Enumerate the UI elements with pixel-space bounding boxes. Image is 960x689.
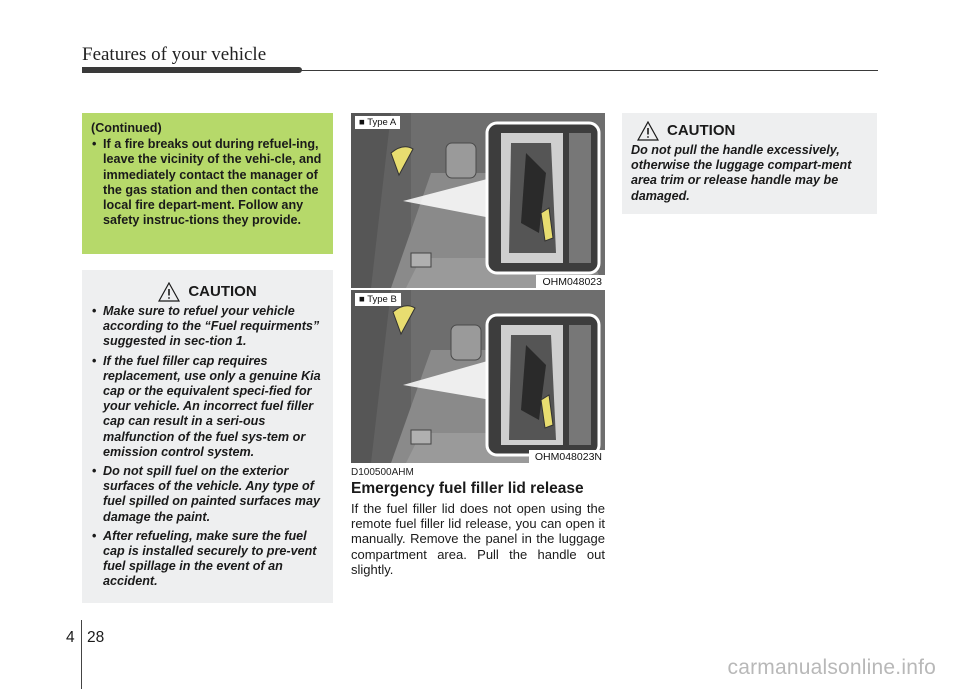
watermark: carmanualsonline.info: [727, 656, 936, 679]
caution-item: • Make sure to refuel your vehicle according to the “Fuel requirments” suggested in sec-tion 1.: [91, 304, 324, 350]
continued-label: (Continued): [91, 121, 162, 135]
figure-type-label: ■ Type B: [355, 293, 401, 306]
luggage-compartment-illustration: [351, 113, 605, 288]
warning-triangle-icon: [158, 282, 180, 302]
section-code: D100500AHM: [351, 467, 414, 478]
page-header-title: Features of your vehicle: [82, 44, 267, 65]
caution-label: CAUTION: [188, 283, 257, 301]
warning-triangle-icon: [637, 121, 659, 141]
luggage-compartment-illustration: [351, 290, 605, 463]
footer-divider: [81, 620, 82, 689]
caution-list-fuel: [91, 304, 324, 590]
figure-type-a: [351, 113, 605, 288]
caution-label: CAUTION: [667, 122, 736, 140]
page-number: 28: [87, 629, 105, 646]
caution-item: • If the fuel filler cap requires replacement, use only a genuine Kia cap or the equivalent speci-fied for your vehicle. An incorrect fuel filler cap can result in a seri-ous malfunction of the fuel sys-tem or emission control system.: [91, 354, 324, 460]
caution-item: • After refueling, make sure the fuel cap is installed securely to pre-vent fuel spillage in the event of an accident.: [91, 529, 324, 590]
header-rule-thick: [82, 67, 302, 73]
continued-warning-box: [82, 113, 333, 254]
figure-code: OHM048023N: [529, 450, 605, 463]
continued-bullet: • If a fire breaks out during refuel-ing, leave the vicinity of the vehi-cle, and immediately contact the manager of the gas station and then contact the local fire depart-ment. Follow any safety instruc-tions they provide.: [91, 137, 324, 228]
header-rule-thin: [300, 70, 878, 71]
caution-box-fuel: [82, 270, 333, 603]
chapter-number: 4: [66, 629, 75, 646]
figure-code: OHM048023: [536, 275, 605, 288]
section-title: Emergency fuel filler lid release: [351, 480, 584, 497]
caution-text-handle: Do not pull the handle excessively, otherwise the luggage compart-ment area trim or release handle may be damaged.: [631, 143, 852, 203]
caution-heading-handle: [631, 121, 868, 141]
figure-type-b: [351, 290, 605, 463]
caution-item: • Do not spill fuel on the exterior surfaces of the vehicle. Any type of fuel spilled on painted surfaces may damage the paint.: [91, 464, 324, 525]
section-body: If the fuel filler lid does not open using the remote fuel filler lid release, you can open it manually. Remove the panel in the luggage compartment area. Pull the handle out slightly.: [351, 501, 605, 577]
caution-box-handle: [622, 113, 877, 214]
figure-type-label: ■ Type A: [355, 116, 400, 129]
caution-heading-fuel: [91, 282, 324, 302]
